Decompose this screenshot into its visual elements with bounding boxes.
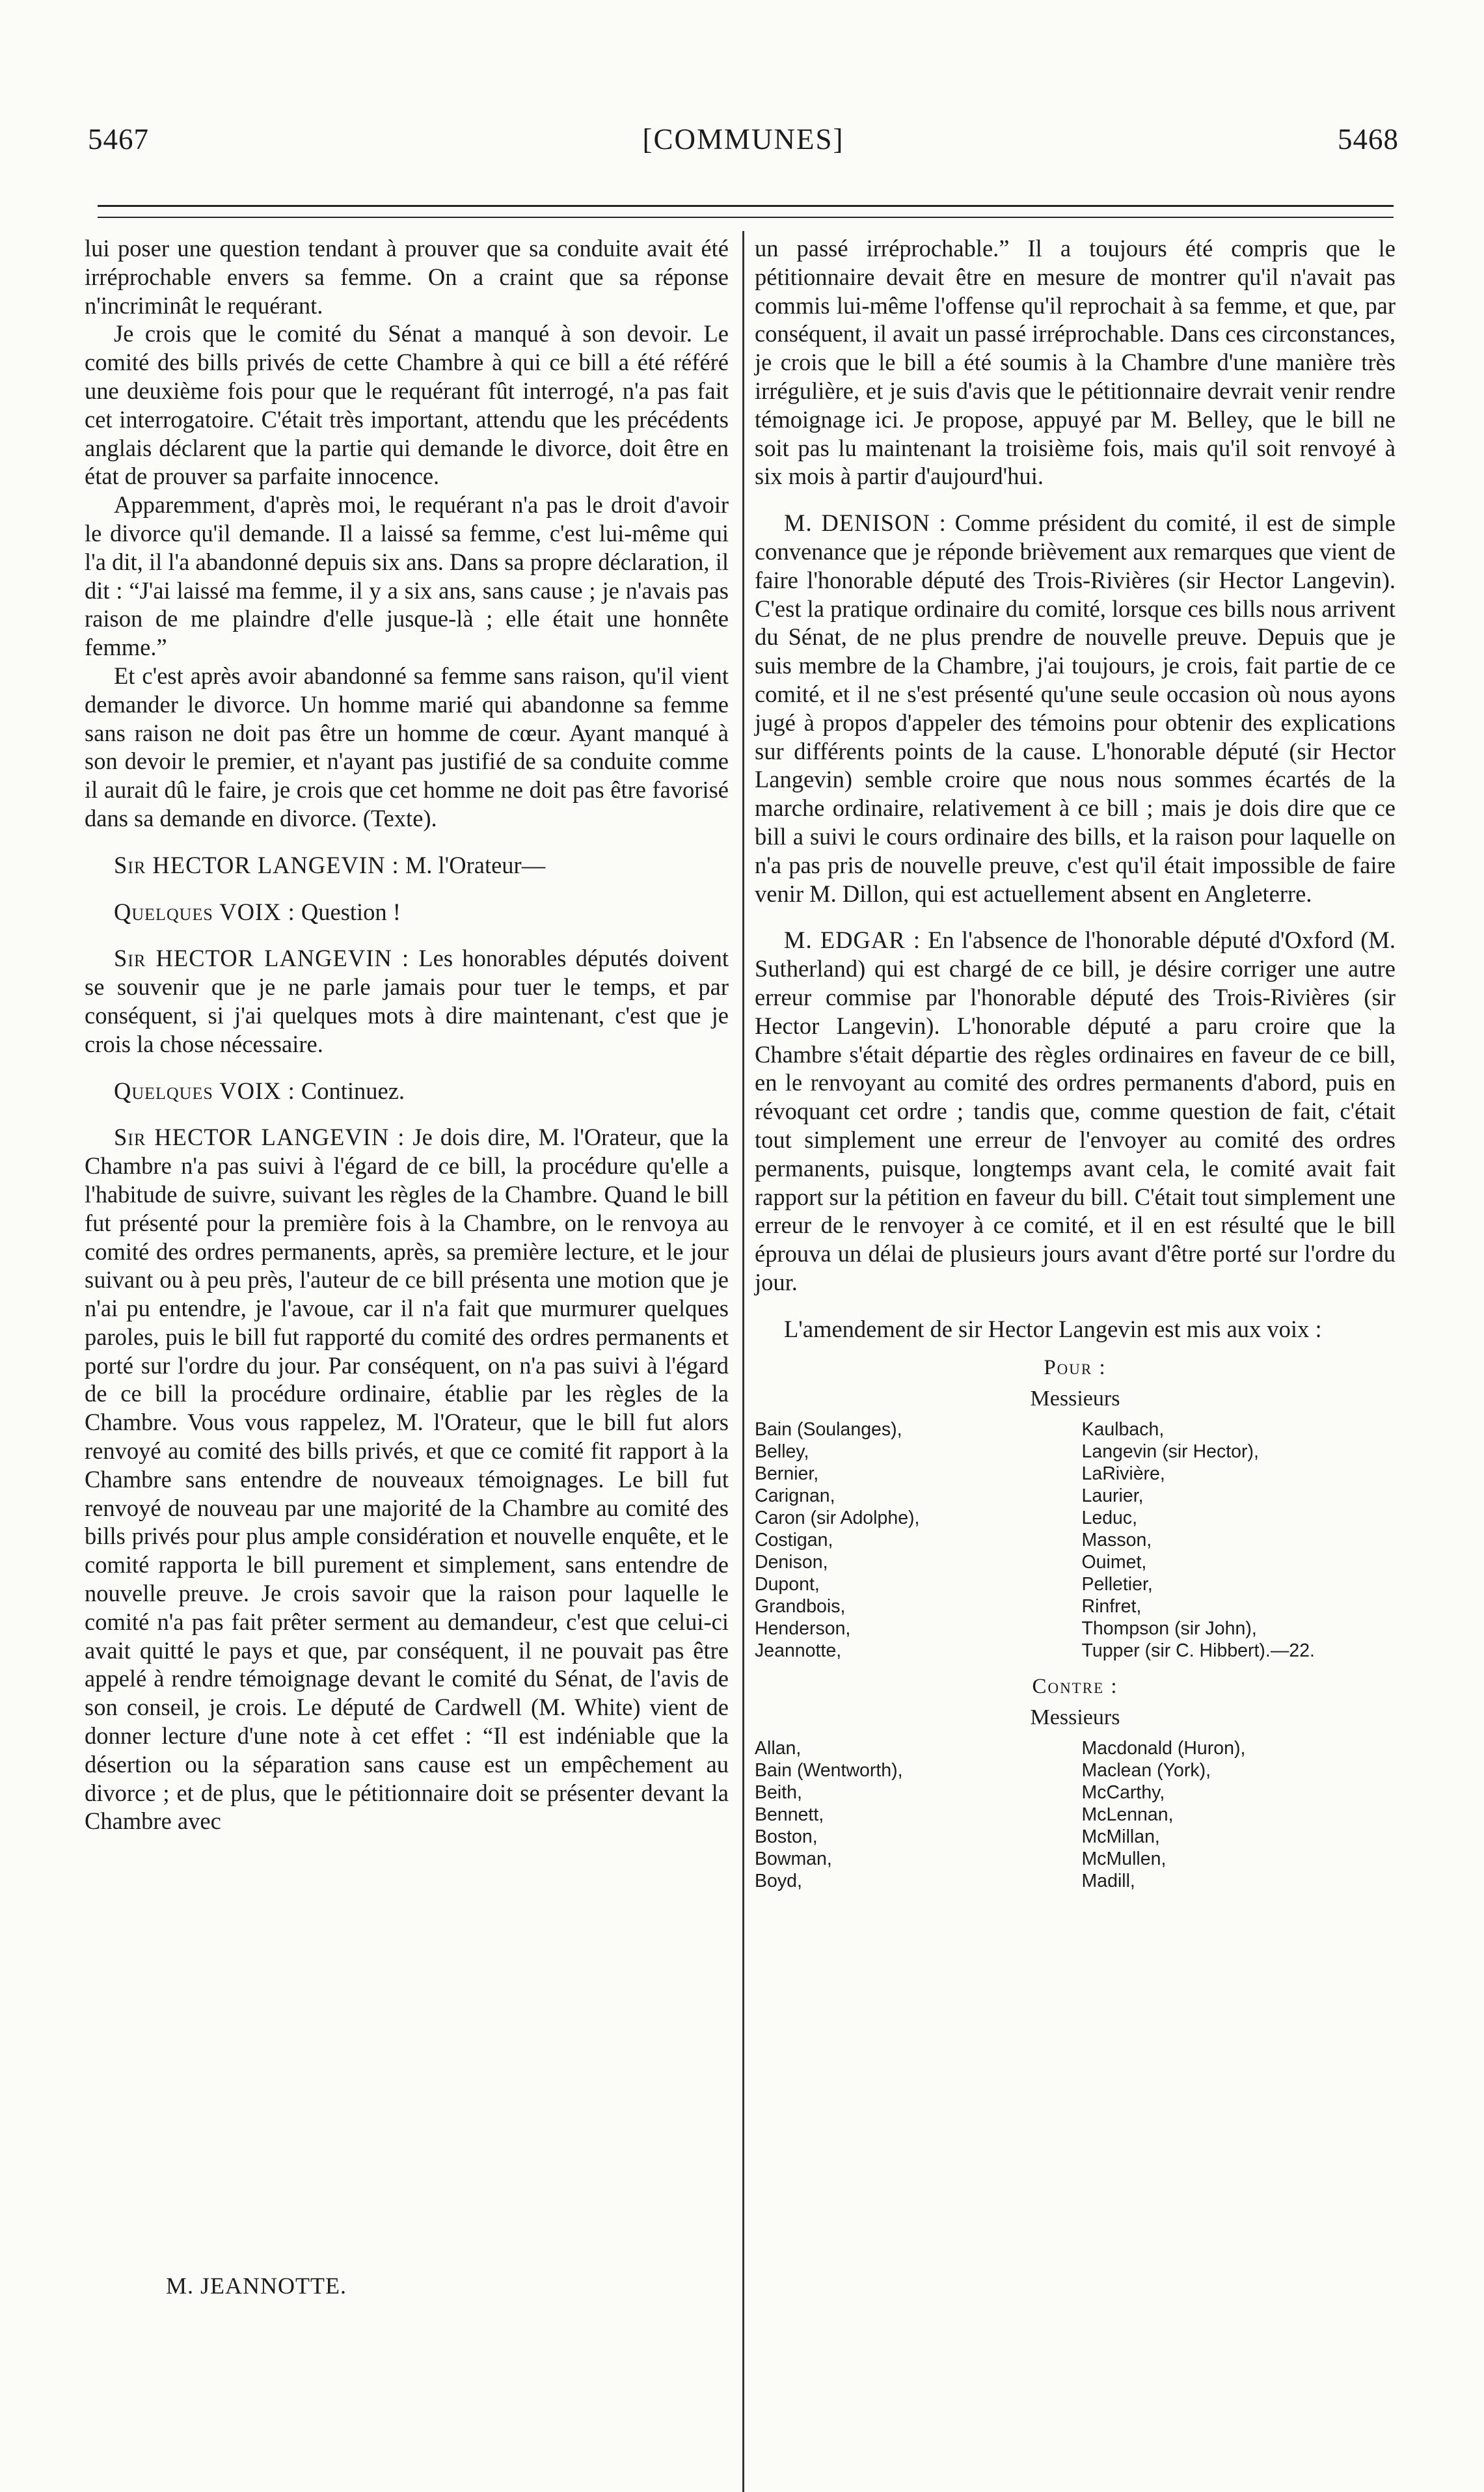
member-name: Madill, xyxy=(1081,1871,1135,1892)
vote-column xyxy=(1069,1737,1396,1892)
member-name: Kaulbach, xyxy=(1081,1419,1165,1441)
speaker-name: M. EDGAR : xyxy=(784,927,921,954)
vote-subheading: Messieurs xyxy=(1030,1705,1120,1730)
speaker-name: Sir HECTOR LANGEVIN : xyxy=(114,1124,405,1151)
speech-text: En l'absence de l'honorable député d'Oxford (M. Sutherland) qui est chargé de ce bill, je désire corriger une autre erreur commise par l'honorable député des Trois-Rivières (sir Hector Langevin). L'honorable député a paru croire que la Chambre s'était départie des règles ordinaires en faveur de ce bill, en le renvoyant au comité des ordres permanents d'abord, puis en révoquant cet ordre ; tandis que, comme question de fait, c'était tout simplement une erreur de l'envoyer au comité des ordres permanents, puisque, longtemps avant cela, le comité avait fait rapport sur la pétition en faveur du bill. C'était tout simplement une erreur de le renvoyer à ce comité, et il en est résulté que le bill éprouva un délai de plusieurs jours avant d'être porté sur l'ordre du jour. xyxy=(755,927,1396,1295)
paragraph: Je crois que le comité du Sénat a manqué à son devoir. Le comité des bills privés de cette Chambre à qui ce bill a été référé une deuxième fois pour que le requérant fût interrogé, n'a pas fait cet interrogatoire. C'était très important, attendu que les précédents anglais déclarent que la partie qui demande le divorce, doit être en état de prouver sa parfaite innocence. xyxy=(85,320,729,490)
paragraph: un passé irréprochable.” Il a toujours été compris que le pétitionnaire devait être en mesure de montrer qu'il n'avait pas commis lui-même l'offense qu'il reprochait à sa femme, et que, par conséquent, il avait un passé irréprochable. Dans ces circonstances, je crois que le bill a été soumis à la Chambre d'une manière très irrégulière, et je suis d'avis que le pétitionnaire devrait venir rendre témoignage ici. Je propose, appuyé par M. Belley, que le bill ne soit pas lu maintenant la troisième fois, mais qu'il soit renvoyé à six mois à partir d'aujourd'hui. xyxy=(755,235,1396,490)
page-number-right: 5468 xyxy=(1338,123,1399,156)
member-name: Maclean (York), xyxy=(1081,1760,1211,1781)
member-name: Grandbois, xyxy=(755,1596,846,1618)
speaker-name: Quelques VOIX : xyxy=(114,1077,295,1104)
member-name: Denison, xyxy=(755,1552,828,1573)
member-name: Carignan, xyxy=(755,1485,835,1507)
member-name: Laurier, xyxy=(1081,1485,1144,1507)
member-name: Dupont, xyxy=(755,1574,820,1595)
member-name: LaRivière, xyxy=(1081,1463,1165,1485)
paragraph: Et c'est après avoir abandonné sa femme sans raison, qu'il vient demander le divorce. Un homme marié qui abandonne sa femme sans raison ne doit pas être un homme de cœur. Ayant manqué à son devoir le premier, et n'ayant pas justifié de sa conduite comme il aurait dû le faire, je crois que cet homme ne doit pas être favorisé dans sa demande en divorce. (Texte). xyxy=(85,662,729,832)
page-number-left: 5467 xyxy=(88,123,149,156)
member-name: Bennett, xyxy=(755,1804,824,1826)
member-name: Belley, xyxy=(755,1441,809,1463)
speaker-name: Sir HECTOR LANGEVIN : xyxy=(114,945,410,972)
speech-text: Je dois dire, M. l'Orateur, que la Chambre n'a pas suivi à l'égard de ce bill, la procédure qu'elle a l'habitude de suivre, suivant les règles de la Chambre. Quand le bill fut présenté pour la première fois à la Chambre, on le renvoya au comité des ordres permanents, après, sa première lecture, et le jour suivant ou à peu près, l'auteur de ce bill présenta une motion que je n'ai pu entendre, je l'avoue, car il n'a fait que murmurer quelques paroles, puis le bill fut rapporté du comité des ordres permanents et porté sur l'ordre du jour. Par conséquent, on n'a pas suivi à l'égard de ce bill la procédure ordinaire, établie par les règles de la Chambre. Vous vous rappelez, M. l'Orateur, que le bill fut alors renvoyé au comité des bills privés, et que ce comité fit rapport à la Chambre sans entendre de nouveaux témoignages. Le bill fut renvoyé de nouveau par une majorité de la Chambre au comité des bills privés pour plus ample considération et nouvelle enquête, et le comité rapporta le bill purement et simplement, sans entendre de nouvelle preuve. Je crois savoir que la raison pour laquelle le comité n'a pas fait prêter serment au demandeur, c'est que celui-ci avait quitté le pays et que, par conséquent, il ne pouvait pas être appelé à rendre témoignage devant le comité du Sénat, de l'avis de son conseil, je crois. Le député de Cardwell (M. White) vient de donner lecture d'une note à cet effet : “Il est indéniable que la désertion ou la séparation sans cause est un empêchement au divorce ; et de plus, que le pétitionnaire doit se présenter devant la Chambre avec xyxy=(85,1124,729,1835)
member-name: McLennan, xyxy=(1081,1804,1174,1826)
vote-column xyxy=(1069,1418,1396,1662)
left-column xyxy=(85,234,729,1835)
right-column xyxy=(755,234,1396,1892)
speaker-name: M. DENISON : xyxy=(784,509,947,537)
vote-heading-contre: Contre : xyxy=(1032,1675,1118,1699)
member-name: Pelletier, xyxy=(1081,1574,1153,1595)
speech-text: Comme président du comité, il est de simple convenance que je réponde brièvement aux remarques que vient de faire l'honorable député des Trois-Rivières (sir Hector Langevin). C'est la pratique ordinaire du comité, lorsque ces bills nous arrivent du Sénat, de ne plus prendre de nouvelle preuve. Depuis que je suis membre de la Chambre, j'ai toujours, je crois, fait partie de ce comité, et il ne s'est présenté qu'une seule occasion où nous ayons jugé à propos d'appeler des témoins pour obtenir des explications sur différents points de la cause. L'honorable député (sir Hector Langevin) semble croire que nous nous sommes écartés de la marche ordinaire, relativement à ce bill ; mais je dois dire que ce bill a suivi le cours ordinaire des bills, et la raison pour laquelle on n'a pas pris de nouvelle preuve, c'est qu'il était impossible de faire venir M. Dillon, qui est actuellement absent en Angleterre. xyxy=(755,509,1396,907)
member-name: Boston, xyxy=(755,1826,818,1848)
speaker-name: Sir HECTOR LANGEVIN : xyxy=(114,851,399,878)
member-name: Tupper (sir C. Hibbert).—22. xyxy=(1081,1640,1315,1662)
paragraph: Apparemment, d'après moi, le requérant n'a pas le droit d'avoir le divorce qu'il demande. Il a laissé sa femme, c'est lui-même qui l'a dit, il l'a abandonné depuis six ans. Dans sa propre déclaration, il dit : “J'ai laissé ma femme, il y a six ans, sans cause ; je n'avais pas raison de me plaindre d'elle jusque-là ; elle était une honnête femme.” xyxy=(85,491,729,661)
member-name: Allan, xyxy=(755,1738,802,1759)
speech xyxy=(85,1123,729,1835)
member-name: Boyd, xyxy=(755,1871,802,1892)
paragraph: L'amendement de sir Hector Langevin est mis aux voix : xyxy=(784,1315,1322,1342)
header-rule-top xyxy=(98,205,1394,207)
speech xyxy=(85,898,729,927)
member-name: Bernier, xyxy=(755,1463,819,1485)
member-name: Bain (Wentworth), xyxy=(755,1760,903,1781)
member-name: McMullen, xyxy=(1081,1849,1167,1870)
vote-column xyxy=(755,1418,1069,1662)
member-name: Masson, xyxy=(1081,1530,1152,1551)
vote-subheading: Messieurs xyxy=(1030,1387,1120,1411)
member-name: Henderson, xyxy=(755,1618,851,1640)
vote-list-contre xyxy=(755,1737,1396,1892)
page-header xyxy=(88,122,1399,168)
paragraph: lui poser une question tendant à prouver que sa conduite avait été irréprochable envers sa femme. On a craint que sa réponse n'incriminât le requérant. xyxy=(85,235,729,319)
header-rule-bottom xyxy=(98,217,1394,218)
member-name: Ouimet, xyxy=(1081,1552,1147,1573)
member-name: Beith, xyxy=(755,1782,802,1804)
speech-text: Continuez. xyxy=(301,1077,405,1104)
speech xyxy=(755,509,1396,908)
column-divider xyxy=(742,231,744,2492)
member-name: Caron (sir Adolphe), xyxy=(755,1508,920,1529)
member-name: Jeannotte, xyxy=(755,1640,842,1662)
member-name: Bowman, xyxy=(755,1849,832,1870)
vote-heading-pour: Pour : xyxy=(1044,1356,1107,1380)
member-name: Costigan, xyxy=(755,1530,833,1551)
speech-text: Les honorables députés doivent se souvenir que je ne parle jamais pour tuer le temps, et par conséquent, si j'ai quelques mots à dire maintenant, c'est que je crois la chose nécessaire. xyxy=(85,945,729,1057)
member-name: Leduc, xyxy=(1081,1508,1138,1529)
speech xyxy=(85,851,729,880)
speech xyxy=(85,1077,729,1105)
member-name: McCarthy, xyxy=(1081,1782,1165,1804)
speech-text: M. l'Orateur— xyxy=(405,851,546,878)
speech xyxy=(85,944,729,1058)
member-name: Rinfret, xyxy=(1081,1596,1142,1618)
member-name: Thompson (sir John), xyxy=(1081,1618,1257,1640)
footer-speaker-name: M. JEANNOTTE. xyxy=(166,2273,347,2299)
speech-text: Question ! xyxy=(301,898,401,925)
member-name: McMillan, xyxy=(1081,1826,1160,1848)
member-name: Macdonald (Huron), xyxy=(1081,1738,1246,1759)
running-title: [COMMUNES] xyxy=(642,123,844,156)
member-name: Langevin (sir Hector), xyxy=(1081,1441,1259,1463)
vote-list-pour xyxy=(755,1418,1396,1662)
speech xyxy=(755,926,1396,1296)
member-name: Bain (Soulanges), xyxy=(755,1419,902,1441)
speaker-name: Quelques VOIX : xyxy=(114,898,295,925)
vote-column xyxy=(755,1737,1069,1892)
